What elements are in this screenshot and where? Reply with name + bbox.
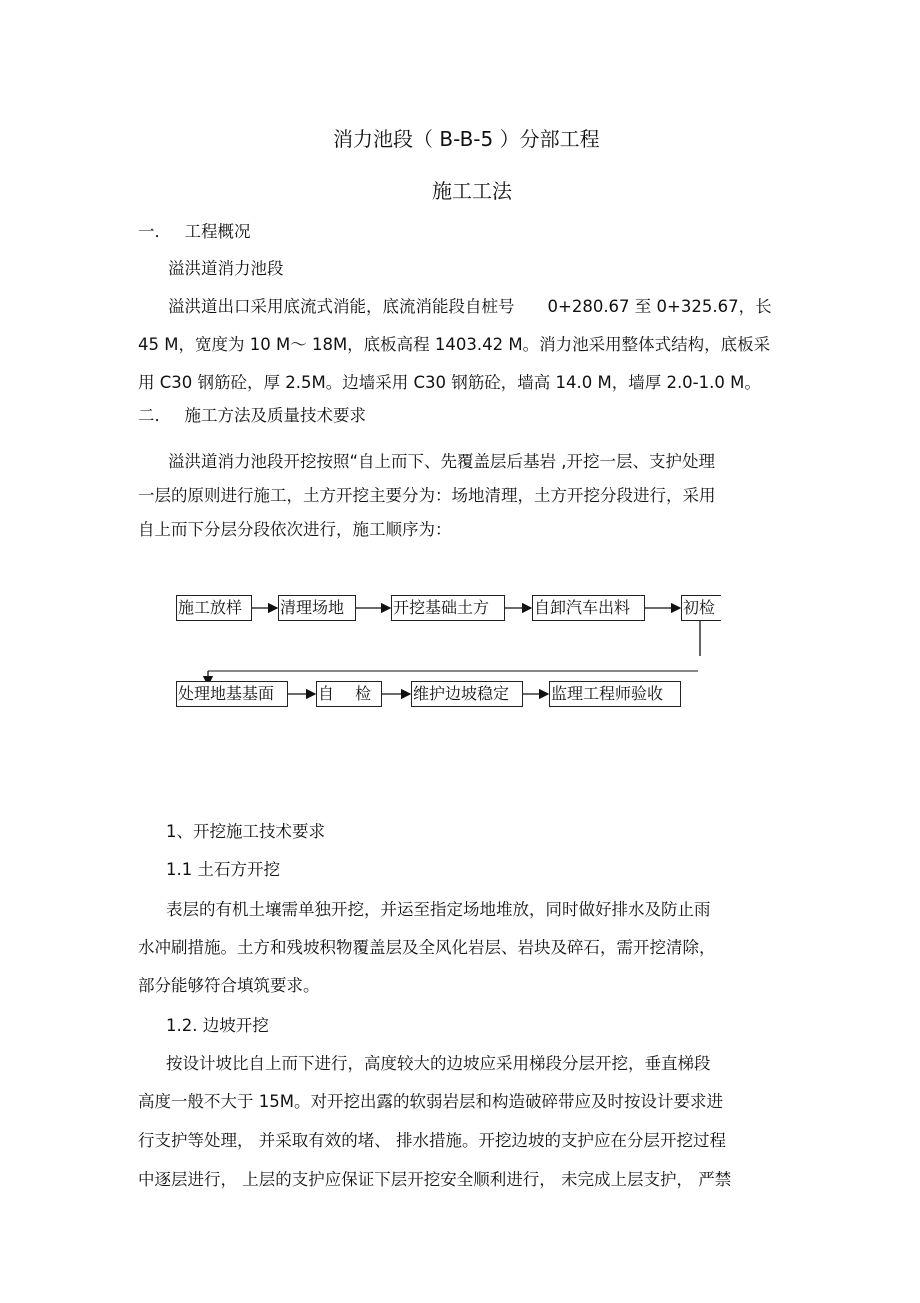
flow-step-foundation-treatment: 处理地基基面 [176, 681, 288, 707]
flow-step-self-inspection: 自 检 [316, 681, 382, 707]
section-heading-overview: 一． 工程概况 [138, 222, 251, 241]
subheading-spillway: 溢洪道消力池段 [168, 259, 284, 278]
document-subtitle: 施工工法 [432, 179, 512, 203]
paragraph-line: 溢洪道消力池段开挖按照“自上而下、先覆盖层后基岩 ,开挖一层、支护处理 [168, 452, 716, 471]
paragraph-line: 水冲刷措施。土方和残坡积物覆盖层及全风化岩层、岩块及碎石，需开挖清除， [138, 938, 716, 957]
document-title: 消力池段（ B-B-5 ）分部工程 [333, 127, 600, 151]
paragraph-line: 按设计坡比自上而下进行，高度较大的边坡应采用梯段分层开挖，垂直梯段 [166, 1054, 711, 1073]
paragraph-line: 部分能够符合填筑要求。 [138, 976, 320, 995]
paragraph-line: 45 M，宽度为 10 M～ 18M，底板高程 1403.42 M。消力池采用整体式结构，底板采 [138, 335, 771, 354]
paragraph-line: 一层的原则进行施工，土方开挖主要分为：场地清理，土方开挖分段进行，采用 [138, 486, 716, 505]
paragraph-line: 溢洪道出口采用底流式消能，底流消能段自桩号 0+280.67 至 0+325.67，长 [168, 297, 772, 316]
subsection-heading-earthwork: 1.1 土石方开挖 [166, 860, 280, 879]
subsection-heading-excavation: 1、开挖施工技术要求 [166, 822, 325, 841]
flow-step-layout-survey: 施工放样 [176, 595, 252, 621]
flow-step-excavate-foundation: 开挖基础土方 [391, 595, 505, 621]
paragraph-line: 行支护等处理， 并采取有效的堵、 排水措施。开挖边坡的支护应在分层开挖过程 [138, 1131, 726, 1150]
section-heading-method: 二． 施工方法及质量技术要求 [138, 406, 366, 425]
paragraph-line: 用 C30 钢筋砼，厚 2.5M。边墙采用 C30 钢筋砼，墙高 14.0 M，墙厚 2.0-1.0 M。 [138, 373, 761, 392]
flow-step-initial-inspection: 初检 [681, 595, 721, 621]
paragraph-line: 中逐层进行， 上层的支护应保证下层开挖安全顺利进行， 未完成上层支护， 严禁 [138, 1170, 732, 1189]
flow-step-slope-stability: 维护边坡稳定 [411, 681, 523, 707]
flow-step-site-clearing: 清理场地 [278, 595, 356, 621]
flow-step-dump-truck-haul: 自卸汽车出料 [532, 595, 645, 621]
subsection-heading-slope: 1.2. 边坡开挖 [166, 1016, 269, 1035]
paragraph-line: 自上而下分层分段依次进行，施工顺序为： [138, 520, 452, 539]
paragraph-line: 表层的有机土壤需单独开挖，并运至指定场地堆放，同时做好排水及防止雨 [166, 900, 711, 919]
flow-step-supervisor-acceptance: 监理工程师验收 [549, 681, 681, 707]
paragraph-line: 高度一般不大于 15M。对开挖出露的软弱岩层和构造破碎带应及时按设计要求进 [138, 1092, 723, 1111]
